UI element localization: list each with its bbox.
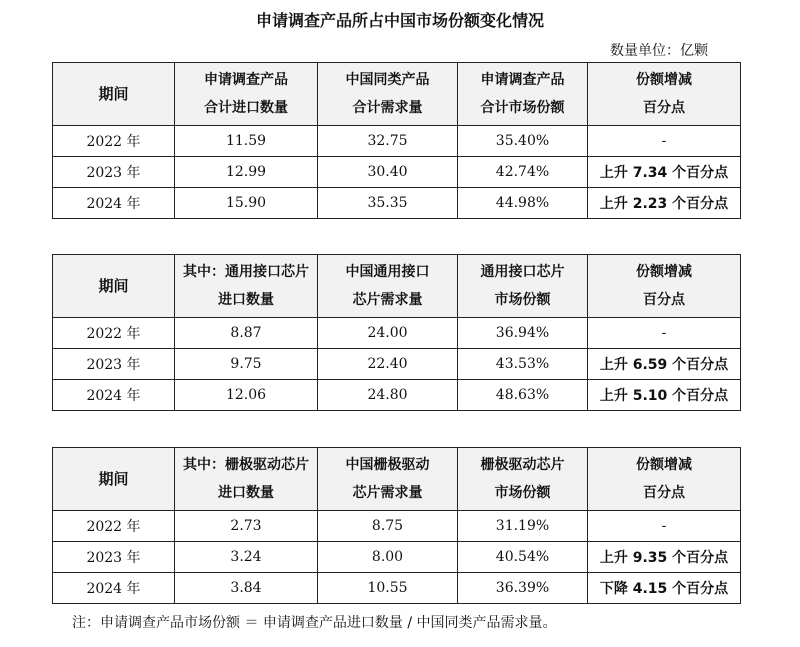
header-line: 百分点 bbox=[643, 485, 685, 501]
period-cell: 2024 年 bbox=[53, 573, 175, 604]
demand-cell: 30.40 bbox=[318, 157, 458, 188]
market-share-table-interface-chip bbox=[52, 254, 741, 411]
demand-cell: 22.40 bbox=[318, 349, 458, 380]
header-line: 合计市场份额 bbox=[480, 100, 565, 116]
header-line: 中国通用接口 bbox=[345, 264, 430, 280]
header-line: 份额增减 bbox=[636, 72, 692, 88]
import-cell: 12.99 bbox=[175, 157, 318, 188]
share-cell: 35.40% bbox=[458, 126, 588, 157]
change-cell: 上升 9.35 个百分点 bbox=[588, 542, 741, 573]
period-cell: 2024 年 bbox=[53, 188, 175, 219]
header-line: 进口数量 bbox=[218, 292, 274, 308]
import-cell: 11.59 bbox=[175, 126, 318, 157]
period-cell: 2022 年 bbox=[53, 318, 175, 349]
share-cell: 42.74% bbox=[458, 157, 588, 188]
demand-cell: 32.75 bbox=[318, 126, 458, 157]
share-cell: 43.53% bbox=[458, 349, 588, 380]
period-cell: 2024 年 bbox=[53, 380, 175, 411]
import-cell: 2.73 bbox=[175, 511, 318, 542]
table-header-row bbox=[53, 448, 741, 511]
import-cell: 15.90 bbox=[175, 188, 318, 219]
table-row bbox=[53, 157, 741, 188]
demand-cell: 35.35 bbox=[318, 188, 458, 219]
header-line: 百分点 bbox=[643, 292, 685, 308]
change-cell: - bbox=[588, 126, 741, 157]
import-cell: 3.84 bbox=[175, 573, 318, 604]
change-cell: 上升 2.23 个百分点 bbox=[588, 188, 741, 219]
header-import bbox=[175, 448, 318, 511]
header-period bbox=[53, 448, 175, 511]
change-cell: 上升 7.34 个百分点 bbox=[588, 157, 741, 188]
header-line: 中国同类产品 bbox=[345, 72, 430, 88]
header-line: 申请调查产品 bbox=[480, 72, 565, 88]
share-cell: 31.19% bbox=[458, 511, 588, 542]
header-line: 合计需求量 bbox=[352, 100, 423, 116]
table-header-row bbox=[53, 63, 741, 126]
header-line: 其中：栅极驱动芯片 bbox=[183, 457, 309, 473]
share-cell: 48.63% bbox=[458, 380, 588, 411]
header-line: 期间 bbox=[98, 470, 129, 488]
table-row bbox=[53, 573, 741, 604]
header-demand bbox=[318, 448, 458, 511]
demand-cell: 8.00 bbox=[318, 542, 458, 573]
header-line: 芯片需求量 bbox=[352, 292, 423, 308]
change-cell: 下降 4.15 个百分点 bbox=[588, 573, 741, 604]
demand-cell: 24.00 bbox=[318, 318, 458, 349]
header-share bbox=[458, 255, 588, 318]
header-line: 百分点 bbox=[643, 100, 685, 116]
import-cell: 12.06 bbox=[175, 380, 318, 411]
share-cell: 40.54% bbox=[458, 542, 588, 573]
header-line: 期间 bbox=[98, 85, 129, 103]
change-cell: - bbox=[588, 511, 741, 542]
header-period bbox=[53, 255, 175, 318]
header-line: 通用接口芯片 bbox=[480, 264, 565, 280]
header-period bbox=[53, 63, 175, 126]
share-cell: 44.98% bbox=[458, 188, 588, 219]
header-line: 份额增减 bbox=[636, 457, 692, 473]
header-line: 进口数量 bbox=[218, 485, 274, 501]
table-row bbox=[53, 511, 741, 542]
header-line: 栅极驱动芯片 bbox=[480, 457, 565, 473]
header-line: 申请调查产品 bbox=[204, 72, 288, 88]
unit-label: 数量单位：亿颗 bbox=[610, 43, 708, 59]
header-share bbox=[458, 63, 588, 126]
header-change bbox=[588, 63, 741, 126]
table-header-row bbox=[53, 255, 741, 318]
demand-cell: 24.80 bbox=[318, 380, 458, 411]
table-row bbox=[53, 126, 741, 157]
share-cell: 36.94% bbox=[458, 318, 588, 349]
header-line: 市场份额 bbox=[494, 485, 551, 501]
market-share-table-gate-driver-chip bbox=[52, 447, 741, 604]
header-share bbox=[458, 448, 588, 511]
header-line: 市场份额 bbox=[494, 292, 551, 308]
header-line: 中国栅极驱动 bbox=[345, 457, 430, 473]
header-change bbox=[588, 448, 741, 511]
change-cell: 上升 5.10 个百分点 bbox=[588, 380, 741, 411]
table-row bbox=[53, 542, 741, 573]
table-row bbox=[53, 318, 741, 349]
header-line: 份额增减 bbox=[636, 264, 692, 280]
table-row bbox=[53, 380, 741, 411]
change-cell: 上升 6.59 个百分点 bbox=[588, 349, 741, 380]
header-import bbox=[175, 255, 318, 318]
footnote: 注：申请调查产品市场份额 ＝ 申请调查产品进口数量 / 中国同类产品需求量。 bbox=[72, 615, 557, 631]
header-demand bbox=[318, 63, 458, 126]
header-import bbox=[175, 63, 318, 126]
import-cell: 8.87 bbox=[175, 318, 318, 349]
header-demand bbox=[318, 255, 458, 318]
period-cell: 2022 年 bbox=[53, 126, 175, 157]
change-cell: - bbox=[588, 318, 741, 349]
period-cell: 2023 年 bbox=[53, 349, 175, 380]
demand-cell: 8.75 bbox=[318, 511, 458, 542]
period-cell: 2023 年 bbox=[53, 157, 175, 188]
period-cell: 2022 年 bbox=[53, 511, 175, 542]
header-line: 合计进口数量 bbox=[204, 100, 288, 116]
import-cell: 9.75 bbox=[175, 349, 318, 380]
header-line: 其中：通用接口芯片 bbox=[183, 264, 309, 280]
header-change bbox=[588, 255, 741, 318]
table-row bbox=[53, 349, 741, 380]
header-line: 芯片需求量 bbox=[352, 485, 423, 501]
import-cell: 3.24 bbox=[175, 542, 318, 573]
demand-cell: 10.55 bbox=[318, 573, 458, 604]
share-cell: 36.39% bbox=[458, 573, 588, 604]
period-cell: 2023 年 bbox=[53, 542, 175, 573]
table-row bbox=[53, 188, 741, 219]
header-line: 期间 bbox=[98, 277, 129, 295]
market-share-table-total bbox=[52, 62, 741, 219]
page-title: 申请调查产品所占中国市场份额变化情况 bbox=[255, 11, 544, 30]
